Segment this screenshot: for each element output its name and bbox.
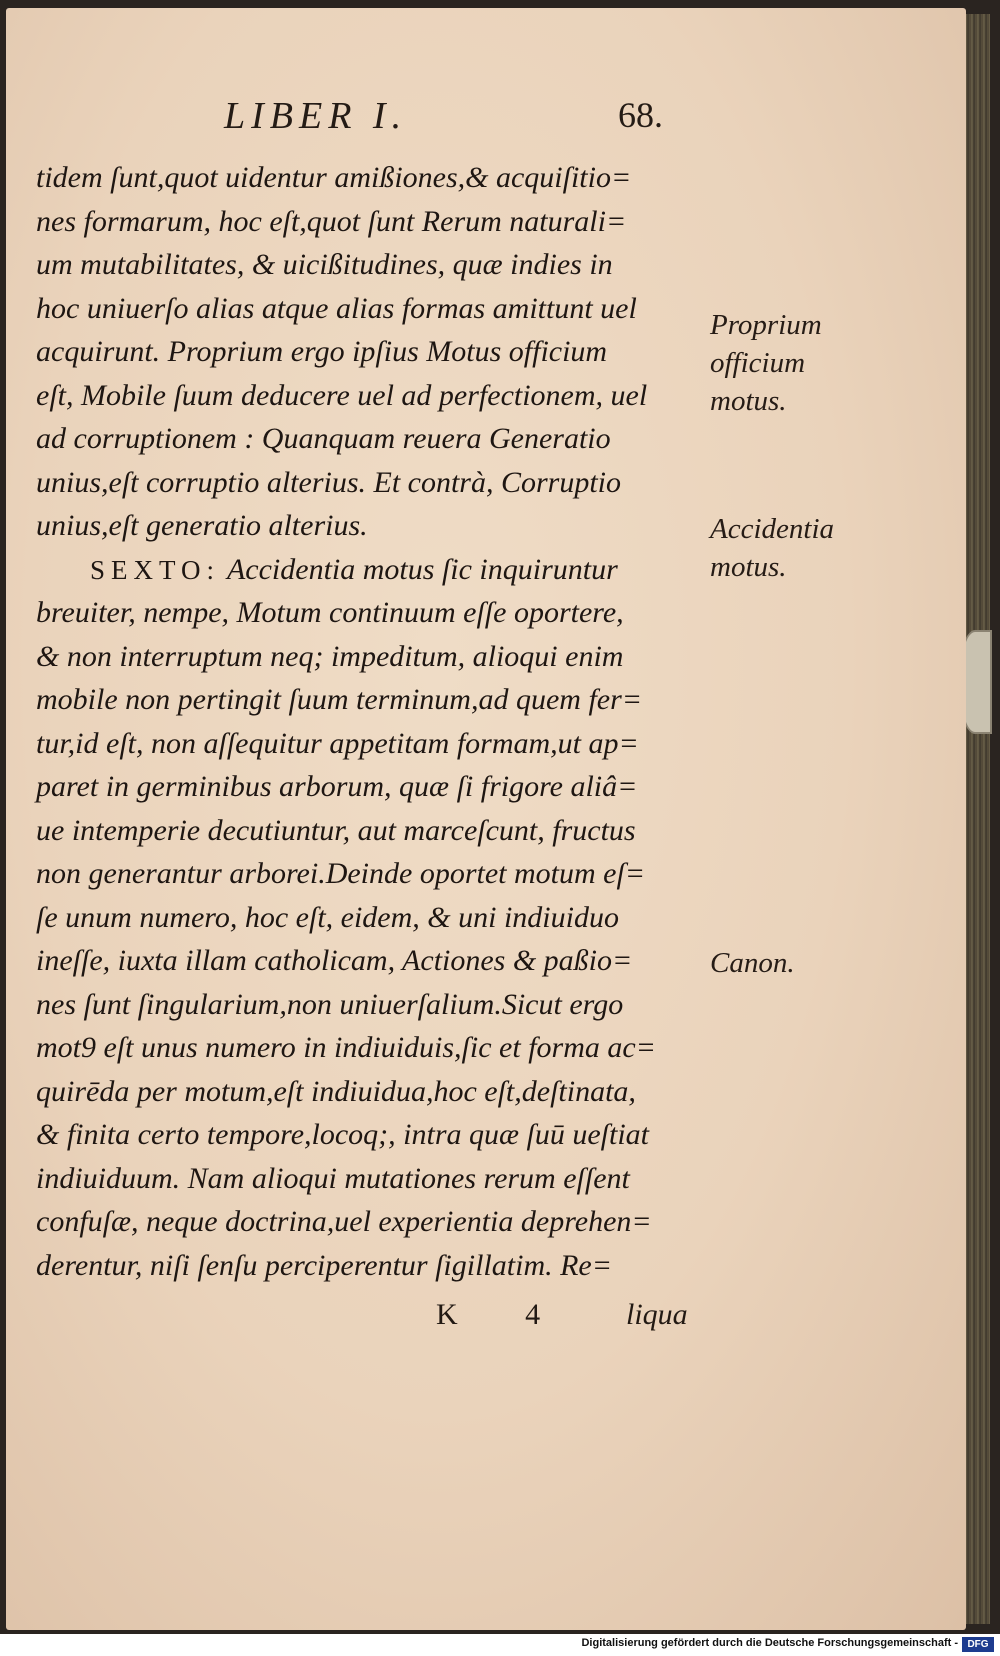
text-line: unius,eſt corruptio alterius. Et contrà, Corruptio xyxy=(36,465,622,499)
margin-note-line: motus. xyxy=(710,385,787,417)
dfg-logo-icon: DFG xyxy=(962,1637,994,1652)
margin-note-line: officium xyxy=(710,347,806,379)
text-line: eſt, Mobile ſuum deducere uel ad perfectionem, uel xyxy=(36,378,648,412)
text-line: hoc uniuerſo alias atque alias formas amittunt uel xyxy=(36,291,637,325)
book-page xyxy=(6,8,966,1630)
text-line: tidem ſunt,quot uidentur amißiones,& acquiſitio= xyxy=(36,161,632,194)
margin-note-accidentia xyxy=(710,510,880,586)
margin-note-line: motus. xyxy=(710,551,787,583)
main-text-block xyxy=(36,156,706,1287)
paragraph-start-line xyxy=(36,548,706,592)
text-line: nes formarum, hoc eſt,quot ſunt Rerum naturali= xyxy=(36,204,627,238)
text-line: breuiter, nempe, Motum continuum eſſe oportere, xyxy=(36,596,624,629)
margin-note-line: Canon. xyxy=(710,947,795,979)
text-line: indiuiduum. Nam alioqui mutationes rerum eſſent xyxy=(36,1161,630,1195)
text-line: & non interruptum neq; impeditum, alioqui enim xyxy=(36,639,624,673)
signature-mark: K 4 xyxy=(436,1298,571,1331)
margin-note-canon xyxy=(710,944,880,982)
credit-text: Digitalisierung gefördert durch die Deutsche Forschungsgemeinschaft - xyxy=(581,1637,958,1649)
folio-number: 68. xyxy=(618,95,663,135)
text-line: confuſæ, neque doctrina,uel experientia deprehen= xyxy=(36,1205,652,1238)
page-header xyxy=(6,94,966,144)
text-line: mobile non pertingit ſuum terminum,ad quem fer= xyxy=(36,683,643,716)
text-line: derentur, niſi ſenſu perciperentur ſigillatim. Re= xyxy=(36,1248,612,1282)
running-head: LIBER I. xyxy=(224,95,408,137)
text-line: quirēda per motum,eſt indiuidua,hoc eſt,deſtinata, xyxy=(36,1074,636,1108)
margin-note-proprium xyxy=(710,306,880,420)
text-line: ineſſe, iuxta illam catholicam, Actiones & paßio= xyxy=(36,944,633,977)
text-line: mot9 eſt unus numero in indiuiduis,ſic et forma ac= xyxy=(36,1031,656,1064)
signature-line xyxy=(436,1298,736,1338)
text-line: nes ſunt ſingularium,non uniuerſalium.Sicut ergo xyxy=(36,987,624,1021)
text-line: um mutabilitates, & uicißitudines, quæ indies in xyxy=(36,248,613,281)
margin-note-line: Proprium xyxy=(710,309,822,341)
text-fragment: Accidentia motus ſic inquiruntur xyxy=(220,552,618,586)
section-marker: SEXTO: xyxy=(90,554,221,585)
text-line: ue intemperie decutiuntur, aut marceſcunt, fructus xyxy=(36,813,636,847)
text-line: tur,id eſt, non aſſequitur appetitam formam,ut ap= xyxy=(36,726,639,760)
margin-note-line: Accidentia xyxy=(710,513,835,545)
text-line: acquirunt. Proprium ergo ipſius Motus officium xyxy=(36,335,608,368)
text-line: non generantur arborei.Deinde oportet motum eſ= xyxy=(36,857,646,890)
text-line: paret in germinibus arborum, quæ ſi frigore aliâ= xyxy=(36,770,638,803)
digitization-credit-bar xyxy=(0,1634,1000,1656)
text-line: ſe unum numero, hoc eſt, eidem, & uni indiuiduo xyxy=(36,900,619,934)
text-line: unius,eſt generatio alterius. xyxy=(36,509,368,542)
text-line: & finita certo tempore,locoq;, intra quæ ſuū ueſtiat xyxy=(36,1118,649,1151)
catchword: liqua xyxy=(626,1298,688,1331)
text-line: ad corruptionem : Quanquam reuera Generatio xyxy=(36,422,611,455)
